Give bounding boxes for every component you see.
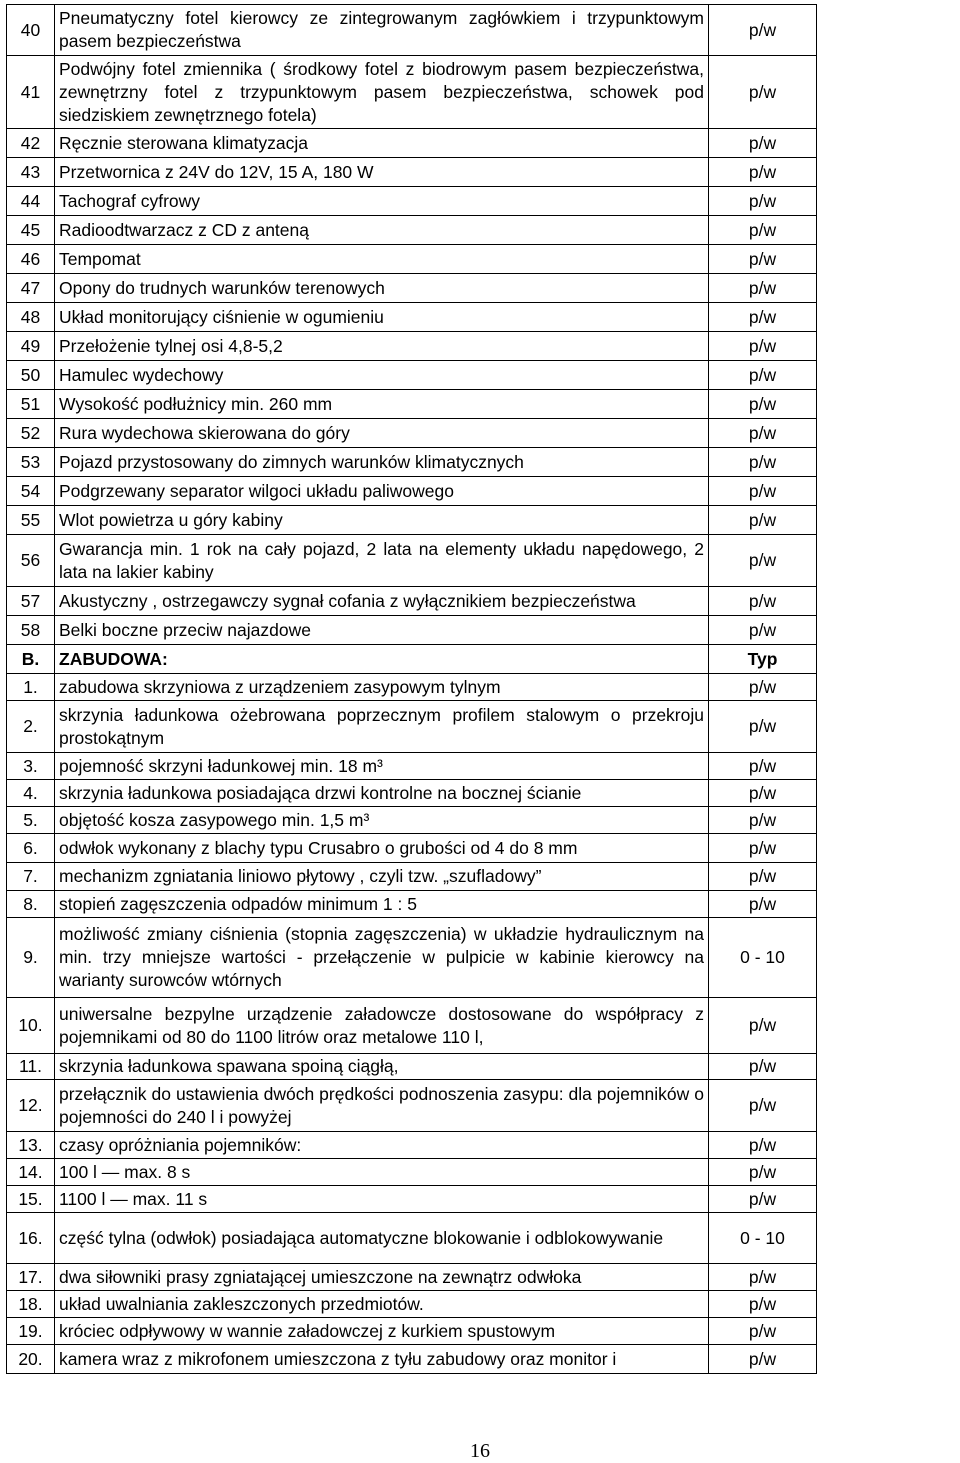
item-number: 50: [7, 361, 55, 390]
item-value: p/w: [709, 448, 817, 477]
table-row: [7, 616, 817, 645]
item-number: 58: [7, 616, 55, 645]
item-value: p/w: [709, 863, 817, 891]
item-number: 47: [7, 274, 55, 303]
item-number: 45: [7, 216, 55, 245]
item-value: p/w: [709, 998, 817, 1054]
item-value: p/w: [709, 753, 817, 780]
item-number: 52: [7, 419, 55, 448]
table-row: [7, 1318, 817, 1345]
table-row: [7, 918, 817, 998]
table-row: [7, 56, 817, 129]
table-row: [7, 506, 817, 535]
item-description: Podwójny fotel zmiennika ( środkowy fotel z biodrowym pasem bezpieczeństwa, zewnętrzny fotel z trzypunktowym pasem bezpieczeństwa, schowek pod siedziskiem zewnętrznego fotela): [55, 56, 709, 129]
table-row: [7, 1213, 817, 1264]
item-value: p/w: [709, 834, 817, 863]
item-value: p/w: [709, 1159, 817, 1186]
item-number: 2.: [7, 701, 55, 753]
item-number: 14.: [7, 1159, 55, 1186]
item-number: 48: [7, 303, 55, 332]
item-value: p/w: [709, 361, 817, 390]
item-value: 0 - 10: [709, 918, 817, 998]
table-row: [7, 1291, 817, 1318]
item-description: skrzynia ładunkowa spawana spoiną ciągłą,: [55, 1054, 709, 1080]
table-row: [7, 5, 817, 56]
table-row: [7, 780, 817, 807]
item-description: Belki boczne przeciw najazdowe: [55, 616, 709, 645]
table-row: [7, 158, 817, 187]
table-section-a: [7, 5, 817, 645]
item-number: 43: [7, 158, 55, 187]
item-number: 44: [7, 187, 55, 216]
item-number: 6.: [7, 834, 55, 863]
item-description: Akustyczny , ostrzegawczy sygnał cofania z wyłącznikiem bezpieczeństwa: [55, 587, 709, 616]
item-number: 20.: [7, 1345, 55, 1374]
table-row: [7, 245, 817, 274]
table-row: [7, 674, 817, 701]
item-number: 51: [7, 390, 55, 419]
item-number: 57: [7, 587, 55, 616]
item-value: p/w: [709, 245, 817, 274]
item-number: 18.: [7, 1291, 55, 1318]
item-number: 46: [7, 245, 55, 274]
item-value: p/w: [709, 701, 817, 753]
item-number: 15.: [7, 1186, 55, 1213]
item-value: p/w: [709, 1080, 817, 1132]
section-type-header: Typ: [709, 645, 817, 674]
item-description: 1100 l — max. 11 s: [55, 1186, 709, 1213]
item-number: 5.: [7, 807, 55, 834]
item-value: p/w: [709, 506, 817, 535]
item-number: 49: [7, 332, 55, 361]
item-value: p/w: [709, 1186, 817, 1213]
item-value: p/w: [709, 56, 817, 129]
item-description: odwłok wykonany z blachy typu Crusabro o grubości od 4 do 8 mm: [55, 834, 709, 863]
table-row: [7, 753, 817, 780]
item-description: Wlot powietrza u góry kabiny: [55, 506, 709, 535]
section-header-row: [7, 645, 817, 674]
item-description: Ręcznie sterowana klimatyzacja: [55, 129, 709, 158]
item-description: Podgrzewany separator wilgoci układu paliwowego: [55, 477, 709, 506]
item-number: 56: [7, 535, 55, 587]
item-value: p/w: [709, 5, 817, 56]
item-number: 11.: [7, 1054, 55, 1080]
item-description: Tachograf cyfrowy: [55, 187, 709, 216]
item-number: 17.: [7, 1264, 55, 1291]
item-number: 40: [7, 5, 55, 56]
item-description: Pneumatyczny fotel kierowcy ze zintegrowanym zagłówkiem i trzypunktowym pasem bezpieczeństwa: [55, 5, 709, 56]
item-description: część tylna (odwłok) posiadająca automatyczne blokowanie i odblokowywanie: [55, 1213, 709, 1264]
item-number: 53: [7, 448, 55, 477]
item-number: 12.: [7, 1080, 55, 1132]
item-value: p/w: [709, 129, 817, 158]
item-description: możliwość zmiany ciśnienia (stopnia zagęszczenia) w układzie hydraulicznym na min. trzy mniejsze wartości - przełączenie w pulpicie w kabinie kierowcy na warianty surowców wtórnych: [55, 918, 709, 998]
item-description: Tempomat: [55, 245, 709, 274]
table-row: [7, 535, 817, 587]
item-description: Hamulec wydechowy: [55, 361, 709, 390]
table-row: [7, 1080, 817, 1132]
page-number: 16: [470, 1440, 490, 1462]
table-row: [7, 419, 817, 448]
table-row: [7, 274, 817, 303]
section-number: B.: [7, 645, 55, 674]
item-description: kamera wraz z mikrofonem umieszczona z tyłu zabudowy oraz monitor i: [55, 1345, 709, 1374]
item-description: Układ monitorujący ciśnienie w ogumieniu: [55, 303, 709, 332]
table-row: [7, 1054, 817, 1080]
item-description: dwa siłowniki prasy zgniatającej umieszczone na zewnątrz odwłoka: [55, 1264, 709, 1291]
item-description: Rura wydechowa skierowana do góry: [55, 419, 709, 448]
item-value: p/w: [709, 1054, 817, 1080]
item-value: p/w: [709, 1318, 817, 1345]
item-value: p/w: [709, 390, 817, 419]
item-number: 41: [7, 56, 55, 129]
item-number: 10.: [7, 998, 55, 1054]
item-description: uniwersalne bezpylne urządzenie załadowcze dostosowane do współpracy z pojemnikami od 80 do 1100 litrów oraz metalowe 110 l,: [55, 998, 709, 1054]
table-section-b-header: [7, 645, 817, 674]
item-description: układ uwalniania zakleszczonych przedmiotów.: [55, 1291, 709, 1318]
table-row: [7, 834, 817, 863]
table-row: [7, 807, 817, 834]
table-section-b: [7, 674, 817, 1374]
item-value: p/w: [709, 616, 817, 645]
table-row: [7, 216, 817, 245]
item-number: 55: [7, 506, 55, 535]
item-value: p/w: [709, 274, 817, 303]
table-row: [7, 1345, 817, 1374]
item-number: 4.: [7, 780, 55, 807]
table-row: [7, 1132, 817, 1159]
item-value: p/w: [709, 419, 817, 448]
item-value: p/w: [709, 891, 817, 918]
item-description: czasy opróżniania pojemników:: [55, 1132, 709, 1159]
table-row: [7, 1264, 817, 1291]
item-value: p/w: [709, 807, 817, 834]
item-description: skrzynia ładunkowa ożebrowana poprzecznym profilem stalowym o przekroju prostokątnym: [55, 701, 709, 753]
table-row: [7, 891, 817, 918]
item-value: p/w: [709, 187, 817, 216]
item-number: 54: [7, 477, 55, 506]
table-row: [7, 701, 817, 753]
item-value: p/w: [709, 780, 817, 807]
item-description: Radioodtwarzacz z CD z anteną: [55, 216, 709, 245]
item-description: objętość kosza zasypowego min. 1,5 m³: [55, 807, 709, 834]
item-number: 3.: [7, 753, 55, 780]
item-description: pojemność skrzyni ładunkowej min. 18 m³: [55, 753, 709, 780]
table-row: [7, 390, 817, 419]
item-number: 19.: [7, 1318, 55, 1345]
item-value: p/w: [709, 303, 817, 332]
table-row: [7, 332, 817, 361]
table-row: [7, 303, 817, 332]
table-row: [7, 587, 817, 616]
item-value: p/w: [709, 1264, 817, 1291]
item-value: p/w: [709, 535, 817, 587]
item-description: skrzynia ładunkowa posiadająca drzwi kontrolne na bocznej ścianie: [55, 780, 709, 807]
table-row: [7, 1159, 817, 1186]
item-value: p/w: [709, 1345, 817, 1374]
item-number: 13.: [7, 1132, 55, 1159]
item-value: p/w: [709, 1132, 817, 1159]
table-row: [7, 187, 817, 216]
table-row: [7, 998, 817, 1054]
item-value: p/w: [709, 216, 817, 245]
section-title: ZABUDOWA:: [55, 645, 709, 674]
item-value: p/w: [709, 158, 817, 187]
item-number: 42: [7, 129, 55, 158]
item-description: stopień zagęszczenia odpadów minimum 1 : 5: [55, 891, 709, 918]
item-number: 8.: [7, 891, 55, 918]
item-description: 100 l — max. 8 s: [55, 1159, 709, 1186]
item-value: p/w: [709, 477, 817, 506]
item-number: 16.: [7, 1213, 55, 1264]
item-value: 0 - 10: [709, 1213, 817, 1264]
item-value: p/w: [709, 1291, 817, 1318]
item-value: p/w: [709, 587, 817, 616]
item-description: króciec odpływowy w wannie załadowczej z kurkiem spustowym: [55, 1318, 709, 1345]
item-description: mechanizm zgniatania liniowo płytowy , czyli tzw. „szufladowy”: [55, 863, 709, 891]
item-value: p/w: [709, 674, 817, 701]
specification-table: [6, 4, 817, 1374]
table-row: [7, 1186, 817, 1213]
item-description: Przetwornica z 24V do 12V, 15 A, 180 W: [55, 158, 709, 187]
item-number: 7.: [7, 863, 55, 891]
table-row: [7, 361, 817, 390]
item-number: 1.: [7, 674, 55, 701]
item-description: zabudowa skrzyniowa z urządzeniem zasypowym tylnym: [55, 674, 709, 701]
item-description: Pojazd przystosowany do zimnych warunków klimatycznych: [55, 448, 709, 477]
table-row: [7, 863, 817, 891]
table-row: [7, 477, 817, 506]
table-row: [7, 448, 817, 477]
item-description: Wysokość podłużnicy min. 260 mm: [55, 390, 709, 419]
item-number: 9.: [7, 918, 55, 998]
item-value: p/w: [709, 332, 817, 361]
item-description: Gwarancja min. 1 rok na cały pojazd, 2 lata na elementy układu napędowego, 2 lata na lakier kabiny: [55, 535, 709, 587]
item-description: Przełożenie tylnej osi 4,8-5,2: [55, 332, 709, 361]
table-row: [7, 129, 817, 158]
item-description: Opony do trudnych warunków terenowych: [55, 274, 709, 303]
item-description: przełącznik do ustawienia dwóch prędkości podnoszenia zasypu: dla pojemników o pojemności do 240 l i powyżej: [55, 1080, 709, 1132]
